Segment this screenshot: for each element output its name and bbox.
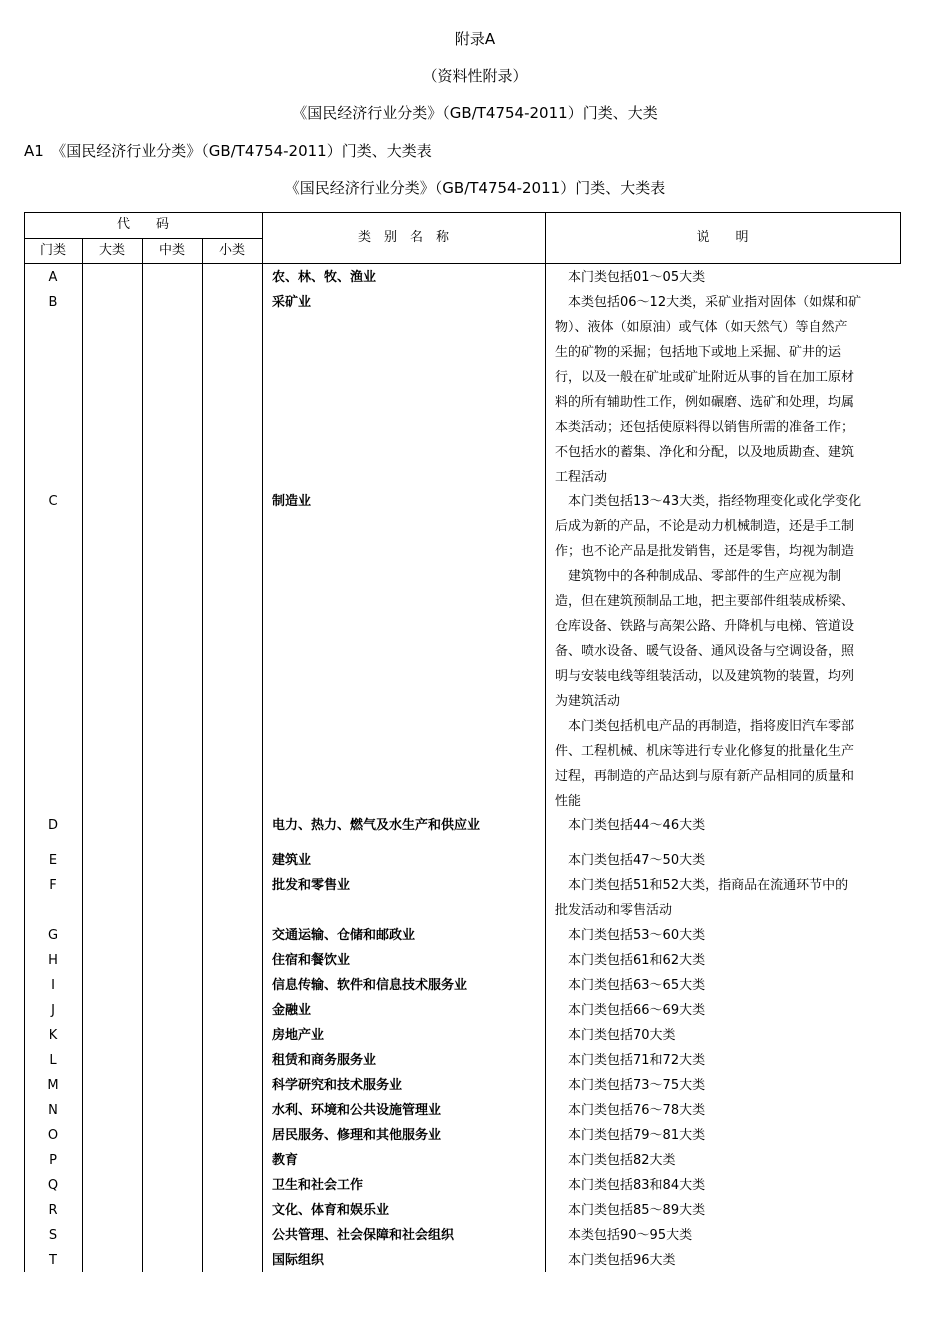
col-divider-name	[545, 212, 546, 1272]
row-name: 卫生和社会工作	[272, 1178, 364, 1193]
row-name: 金融业	[272, 1003, 312, 1018]
desc-line: 本门类包括44～46大类	[568, 818, 706, 833]
header-men: 门类	[39, 243, 66, 258]
row-code: L	[49, 1053, 57, 1068]
desc-line: 本门类包括01～05大类	[568, 270, 706, 285]
desc-line: 本类包括90～95大类	[568, 1228, 693, 1243]
desc-line: 为建筑活动	[555, 694, 621, 709]
row-desc	[555, 489, 891, 814]
desc-line: 批发活动和零售活动	[555, 903, 673, 918]
row-name: 科学研究和技术服务业	[272, 1078, 403, 1093]
header-bottom-border	[24, 263, 901, 264]
desc-line: 建筑物中的各种制成品、零部件的生产应视为制	[568, 569, 842, 584]
row-desc	[555, 848, 891, 873]
row-desc	[555, 1223, 891, 1248]
desc-line: 性能	[555, 794, 582, 809]
row-code: K	[48, 1028, 58, 1043]
row-desc	[555, 923, 891, 948]
row-desc	[555, 813, 891, 838]
row-name: 公共管理、社会保障和社会组织	[272, 1228, 455, 1243]
row-name: 文化、体育和娱乐业	[272, 1203, 390, 1218]
row-desc	[555, 1073, 891, 1098]
row-name: 制造业	[272, 494, 312, 509]
col-divider-zhong	[202, 238, 203, 1272]
row-code: R	[48, 1203, 58, 1218]
desc-line: 本类包括06～12大类，采矿业指对固体（如煤和矿	[568, 295, 862, 310]
row-code: H	[48, 953, 58, 968]
row-code: P	[49, 1153, 57, 1168]
desc-line: 造，但在建筑预制品工地，把主要部件组装成桥梁、	[555, 594, 855, 609]
desc-line: 仓库设备、铁路与高架公路、升降机与电梯、管道设	[555, 619, 855, 634]
row-desc	[555, 1048, 891, 1073]
header-xiao: 小类	[218, 243, 245, 258]
row-name: 批发和零售业	[272, 878, 351, 893]
header-zhong: 中类	[158, 243, 185, 258]
desc-line: 本门类包括85～89大类	[568, 1203, 706, 1218]
row-code: D	[47, 818, 58, 833]
row-name: 住宿和餐饮业	[272, 953, 351, 968]
row-code: C	[48, 494, 58, 509]
header-code-group: 代 码	[116, 217, 169, 232]
row-name: 交通运输、仓储和邮政业	[272, 928, 416, 943]
row-name: 国际组织	[272, 1253, 325, 1268]
desc-line: 物）、液体（如原油）或气体（如天然气）等自然产	[555, 320, 848, 335]
appendix-title: 附录A	[454, 30, 496, 48]
desc-line: 本门类包括13～43大类，指经物理变化或化学变化	[568, 494, 862, 509]
row-name: 建筑业	[272, 853, 312, 868]
desc-line: 本门类包括机电产品的再制造，指将废旧汽车零部	[568, 719, 855, 734]
desc-line: 件、工程机械、机床等进行专业化修复的批量化生产	[555, 744, 855, 759]
desc-line: 本门类包括70大类	[568, 1028, 676, 1043]
row-code: G	[47, 928, 59, 943]
table-top-border	[24, 212, 901, 213]
row-name: 采矿业	[272, 295, 312, 310]
row-code: Q	[47, 1178, 59, 1193]
desc-line: 本门类包括82大类	[568, 1153, 676, 1168]
table-caption: 《国民经济行业分类》（GB/T4754-2011）门类、大类表	[284, 179, 666, 197]
col-divider-men	[82, 238, 83, 1272]
row-desc	[555, 1123, 891, 1148]
row-name: 农、林、牧、渔业	[272, 270, 377, 285]
row-name: 租赁和商务服务业	[272, 1053, 377, 1068]
desc-line: 本门类包括51和52大类，指商品在流通环节中的	[568, 878, 849, 893]
desc-line: 本门类包括83和84大类	[568, 1178, 706, 1193]
desc-line: 后成为新的产品，不论是动力机械制造，还是手工制	[555, 519, 855, 534]
row-desc	[555, 948, 891, 973]
row-code: T	[49, 1253, 57, 1268]
row-name: 教育	[272, 1153, 299, 1168]
row-code: M	[47, 1078, 59, 1093]
table-right-border	[900, 212, 901, 264]
col-divider-xiao	[262, 212, 263, 1272]
desc-line: 明与安装电线等组装活动，以及建筑物的装置，均列	[555, 669, 855, 684]
row-desc	[555, 1198, 891, 1223]
row-desc	[555, 998, 891, 1023]
col-divider-da	[142, 238, 143, 1272]
desc-line: 本门类包括63～65大类	[568, 978, 706, 993]
row-code: S	[48, 1228, 58, 1243]
row-name: 房地产业	[272, 1028, 325, 1043]
desc-line: 本门类包括61和62大类	[568, 953, 706, 968]
row-desc	[555, 265, 891, 290]
row-name: 水利、环境和公共设施管理业	[272, 1103, 442, 1118]
desc-line: 料的所有辅助性工作，例如碾磨、选矿和处理，均属	[555, 395, 855, 410]
row-desc	[555, 1098, 891, 1123]
row-desc	[555, 1248, 891, 1273]
main-title: 《国民经济行业分类》（GB/T4754-2011）门类、大类	[292, 104, 658, 122]
row-desc	[555, 873, 891, 923]
row-code: O	[47, 1128, 59, 1143]
desc-line: 本类活动；还包括使原料得以销售所需的准备工作；	[555, 420, 855, 435]
row-desc	[555, 290, 891, 490]
section-title: A1 《国民经济行业分类》（GB/T4754-2011）门类、大类表	[24, 142, 432, 160]
desc-line: 本门类包括79～81大类	[568, 1128, 706, 1143]
desc-line: 生的矿物的采掘；包括地下或地上采掘、矿井的运	[555, 345, 842, 360]
row-code: I	[51, 978, 55, 993]
row-code: J	[51, 1003, 55, 1018]
desc-line: 本门类包括53～60大类	[568, 928, 706, 943]
code-group-divider	[24, 238, 262, 239]
row-desc	[555, 1173, 891, 1198]
header-name: 类 别 名 称	[357, 230, 449, 245]
row-name: 信息传输、软件和信息技术服务业	[272, 978, 468, 993]
row-code: A	[48, 270, 58, 285]
desc-line: 本门类包括76～78大类	[568, 1103, 706, 1118]
row-code: B	[48, 295, 58, 310]
row-desc	[555, 973, 891, 998]
header-da: 大类	[98, 243, 125, 258]
desc-line: 本门类包括66～69大类	[568, 1003, 706, 1018]
row-name: 居民服务、修理和其他服务业	[272, 1128, 442, 1143]
desc-line: 不包括水的蓄集、净化和分配，以及地质勘查、建筑	[555, 445, 855, 460]
row-desc	[555, 1023, 891, 1048]
desc-line: 本门类包括71和72大类	[568, 1053, 706, 1068]
row-code: N	[48, 1103, 58, 1118]
desc-line: 作；也不论产品是批发销售，还是零售，均视为制造	[555, 544, 855, 559]
header-desc: 说 明	[696, 230, 749, 245]
desc-line: 本门类包括47～50大类	[568, 853, 706, 868]
row-desc	[555, 1148, 891, 1173]
desc-line: 备、喷水设备、暖气设备、通风设备与空调设备，照	[555, 644, 855, 659]
desc-line: 工程活动	[555, 470, 608, 485]
desc-line: 本门类包括96大类	[568, 1253, 676, 1268]
desc-line: 行，以及一般在矿址或矿址附近从事的旨在加工原材	[555, 370, 855, 385]
desc-line: 本门类包括73～75大类	[568, 1078, 706, 1093]
desc-line: 过程，再制造的产品达到与原有新产品相同的质量和	[555, 769, 855, 784]
row-name: 电力、热力、燃气及水生产和供应业	[272, 818, 481, 833]
appendix-type: （资料性附录）	[422, 67, 528, 85]
row-code: F	[49, 878, 57, 893]
row-code: E	[48, 853, 58, 868]
